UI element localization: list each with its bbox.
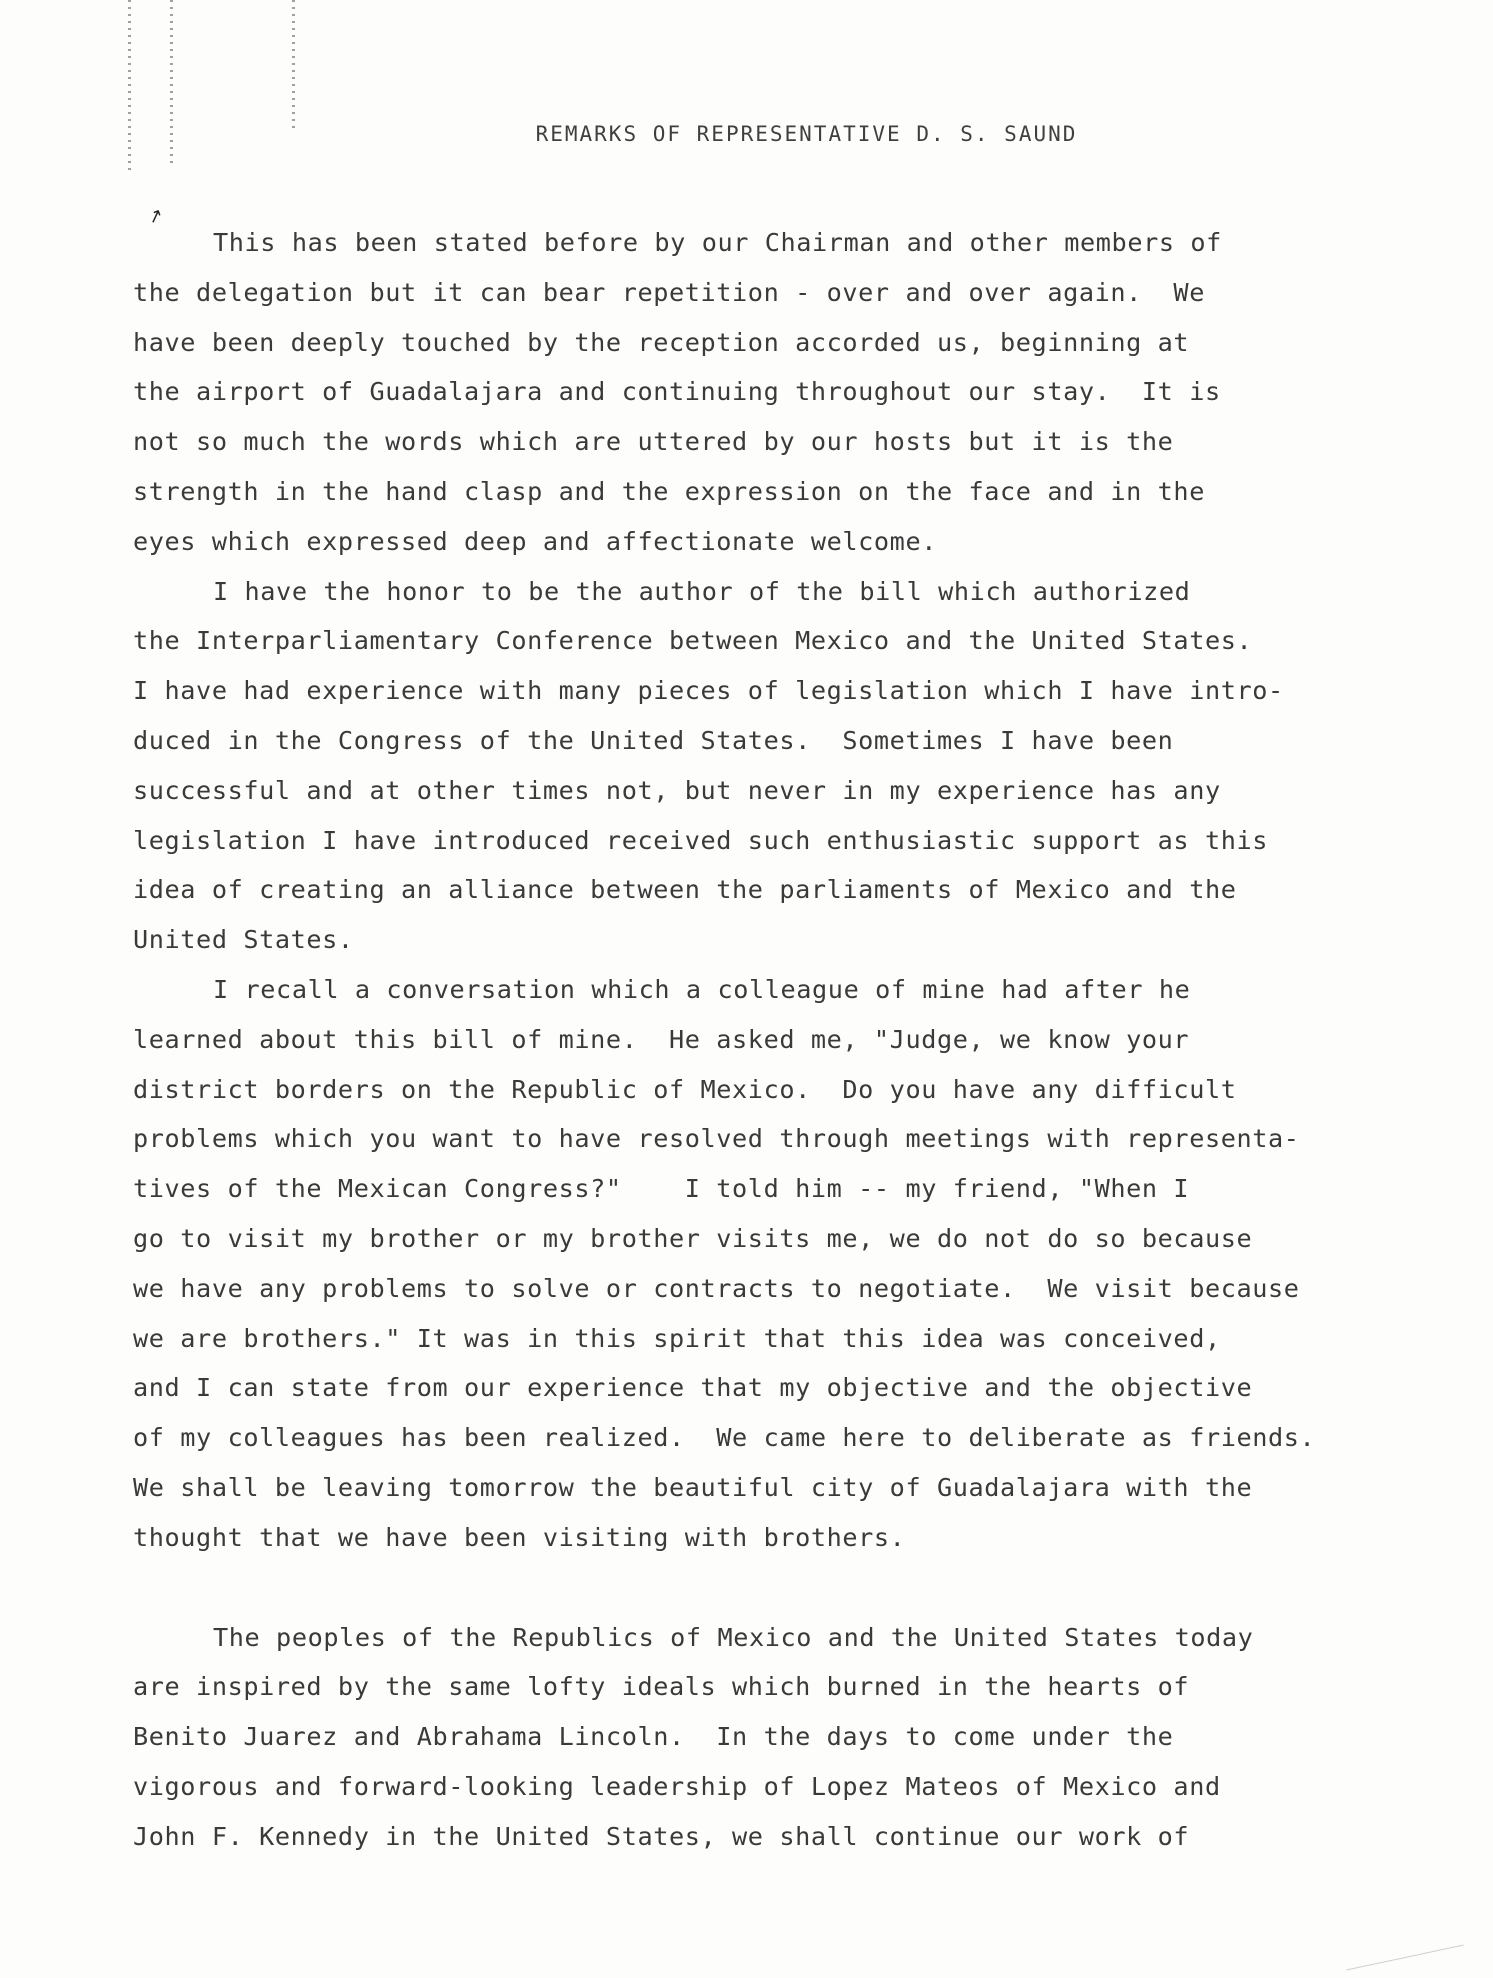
text-line: eyes which expressed deep and affectionate welcome. xyxy=(133,526,937,556)
text-line: have been deeply touched by the reception accorded us, beginning at xyxy=(133,327,1190,357)
text-line: we have any problems to solve or contracts to negotiate. We visit because xyxy=(133,1273,1300,1303)
binding-mark-left xyxy=(128,0,131,175)
text-line: the delegation but it can bear repetition - over and over again. We xyxy=(133,277,1205,307)
text-line: the airport of Guadalajara and continuing throughout our stay. It is xyxy=(133,377,1221,407)
binding-mark-right xyxy=(292,0,295,130)
text-line: John F. Kennedy in the United States, we shall continue our work of xyxy=(133,1821,1190,1851)
text-line: idea of creating an alliance between the parliaments of Mexico and the xyxy=(133,875,1237,905)
document-title: REMARKS OF REPRESENTATIVE D. S. SAUND xyxy=(535,122,1078,146)
text-line: tives of the Mexican Congress?" I told him -- my friend, "When I xyxy=(133,1174,1190,1204)
text-line: I recall a conversation which a colleague of mine had after he xyxy=(213,974,1191,1004)
paragraph-gap xyxy=(133,1563,1373,1613)
text-line: I have the honor to be the author of the bill which authorized xyxy=(213,576,1191,606)
text-line: We shall be leaving tomorrow the beautiful city of Guadalajara with the xyxy=(133,1472,1253,1502)
text-line: not so much the words which are uttered by our hosts but it is the xyxy=(133,427,1174,457)
text-line: go to visit my brother or my brother visits me, we do not do so because xyxy=(133,1223,1253,1253)
text-line: problems which you want to have resolved through meetings with representa- xyxy=(133,1124,1300,1154)
text-line: and I can state from our experience that my objective and the objective xyxy=(133,1373,1253,1403)
text-line: duced in the Congress of the United States. Sometimes I have been xyxy=(133,725,1174,755)
text-line: legislation I have introduced received such enthusiastic support as this xyxy=(133,825,1269,855)
text-line: This has been stated before by our Chairman and other members of xyxy=(213,228,1222,257)
document-body xyxy=(133,218,1373,1862)
text-line: are inspired by the same lofty ideals which burned in the hearts of xyxy=(133,1672,1190,1702)
text-line: thought that we have been visiting with brothers. xyxy=(133,1522,906,1552)
text-line: of my colleagues has been realized. We came here to deliberate as friends. xyxy=(133,1423,1316,1453)
text-line: Benito Juarez and Abrahama Lincoln. In the days to come under the xyxy=(133,1722,1174,1752)
text-line: district borders on the Republic of Mexico. Do you have any difficult xyxy=(133,1074,1237,1104)
text-line: we are brothers." It was in this spirit that this idea was conceived, xyxy=(133,1323,1221,1353)
text-line: the Interparliamentary Conference between Mexico and the United States. xyxy=(133,626,1253,656)
page-crease xyxy=(1346,1945,1464,1971)
pen-tick-mark: ↗ xyxy=(144,204,167,229)
text-line: successful and at other times not, but never in my experience has any xyxy=(133,775,1221,805)
text-line: vigorous and forward-looking leadership of Lopez Mateos of Mexico and xyxy=(133,1771,1221,1801)
text-line: learned about this bill of mine. He asked me, "Judge, we know your xyxy=(133,1024,1190,1054)
text-line: I have had experience with many pieces of legislation which I have intro- xyxy=(133,676,1284,706)
text-line: The peoples of the Republics of Mexico and the United States today xyxy=(213,1622,1254,1652)
text-line: United States. xyxy=(133,925,354,955)
text-line: strength in the hand clasp and the expression on the face and in the xyxy=(133,476,1205,506)
